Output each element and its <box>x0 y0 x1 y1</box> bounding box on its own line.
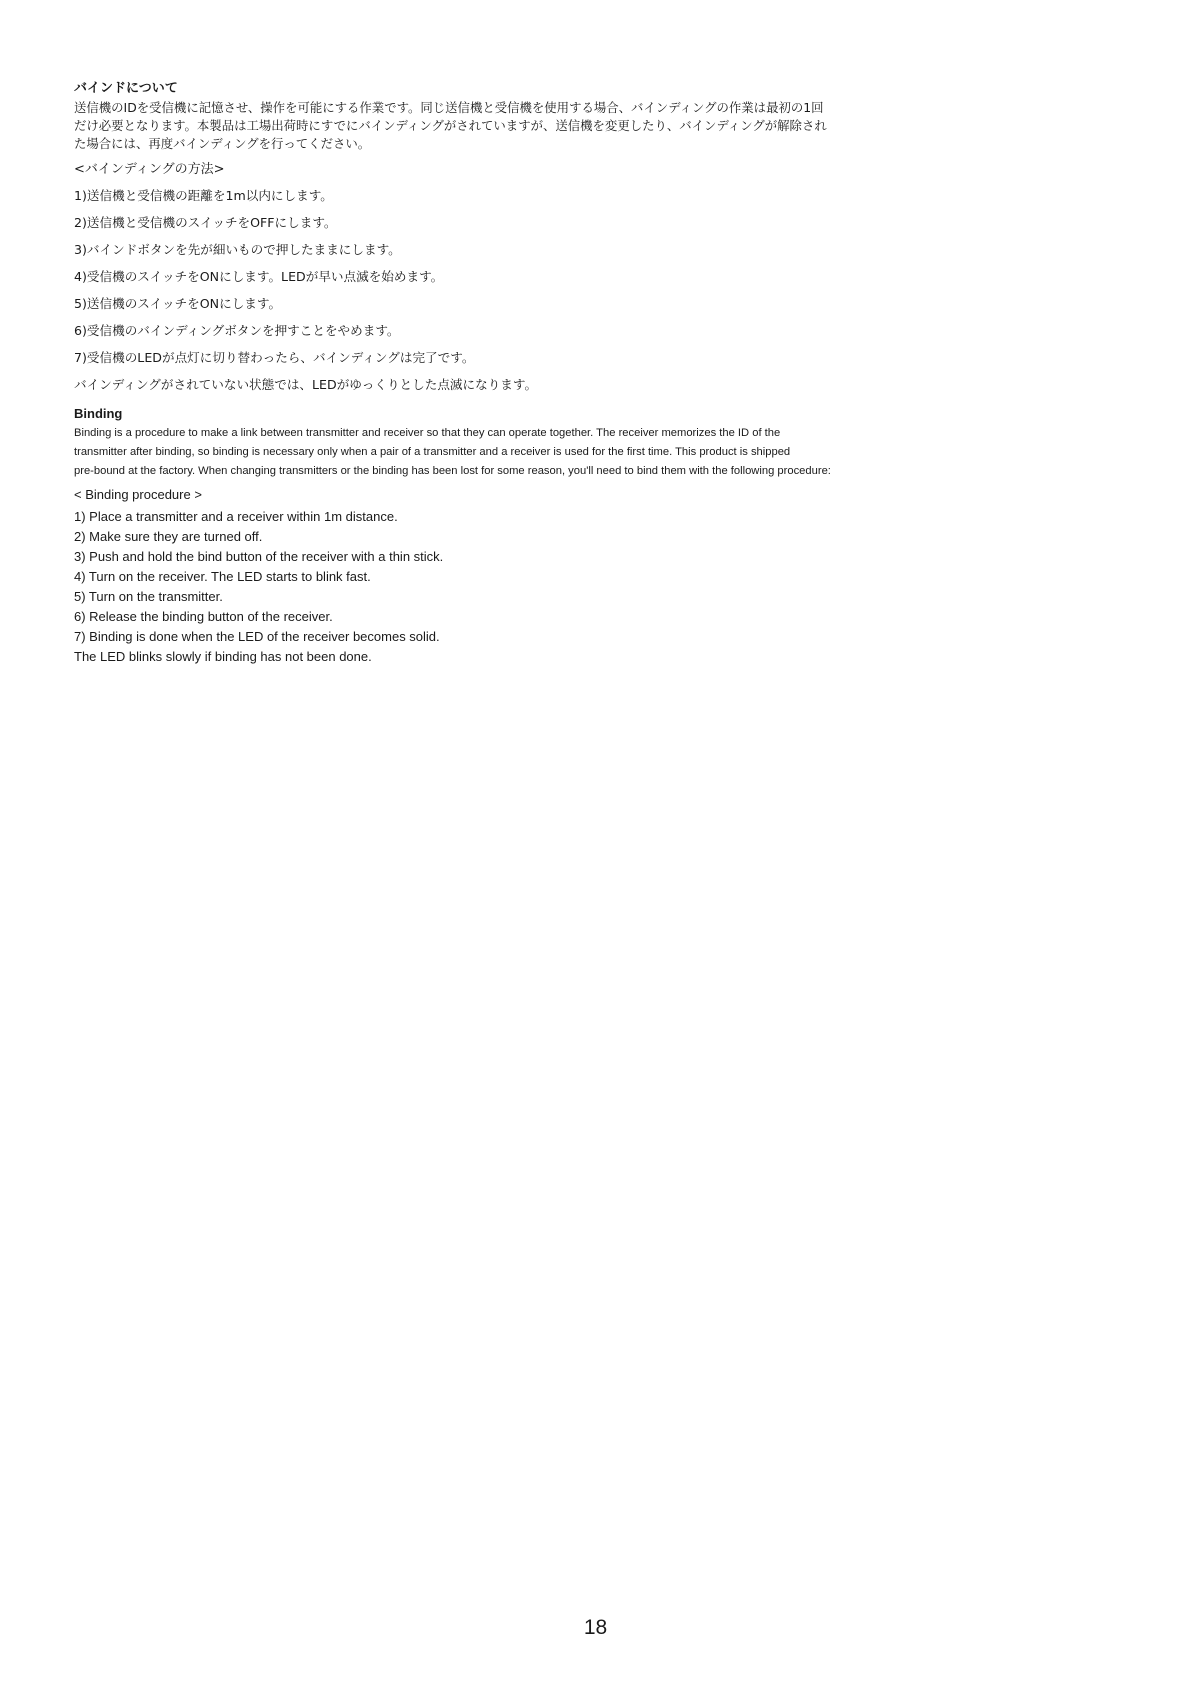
jp-step: 1)送信機と受信機の距離を1m以内にします。 <box>74 188 333 203</box>
en-note: The LED blinks slowly if binding has not been done. <box>74 649 372 664</box>
japanese-binding-section <box>74 80 1134 403</box>
jp-step: 3)バインドボタンを先が細いもので押したままにします。 <box>74 242 401 257</box>
en-paragraph-line: pre-bound at the factory. When changing transmitters or the binding has been lost for some reason, you'll need to bind them with the following procedure: <box>74 465 831 477</box>
jp-step: 6)受信機のバインディングボタンを押すことをやめます。 <box>74 323 400 338</box>
en-paragraph-line: transmitter after binding, so binding is necessary only when a pair of a transmitter and a receiver is used for the first time. This product is shipped <box>74 446 791 458</box>
en-step: 7) Binding is done when the LED of the receiver becomes solid. <box>74 629 440 644</box>
en-intro-paragraph <box>74 424 1134 481</box>
jp-procedure-title: <バインディングの方法> <box>74 162 225 177</box>
jp-step: 7)受信機のLEDが点灯に切り替わったら、バインディングは完了です。 <box>74 350 475 365</box>
en-step: 5) Turn on the transmitter. <box>74 589 223 604</box>
english-binding-section <box>74 405 1134 667</box>
en-step: 4) Turn on the receiver. The LED starts to blink fast. <box>74 569 371 584</box>
jp-step: 2)送信機と受信機のスイッチをOFFにします。 <box>74 215 337 230</box>
jp-paragraph-line: た場合には、再度バインディングを行ってください。 <box>74 136 371 151</box>
en-step: 1) Place a transmitter and a receiver within 1m distance. <box>74 509 398 524</box>
jp-paragraph-line: だけ必要となります。本製品は工場出荷時にすでにバインディングがされていますが、送信機を変更したり、バインディングが解除され <box>74 118 827 133</box>
en-procedure-title: < Binding procedure > <box>74 487 202 502</box>
jp-steps-list <box>74 187 1134 394</box>
en-step: 6) Release the binding button of the receiver. <box>74 609 333 624</box>
jp-heading: バインドについて <box>74 81 178 96</box>
page-number: 18 <box>583 1616 608 1639</box>
en-step: 2) Make sure they are turned off. <box>74 529 263 544</box>
jp-step: 5)送信機のスイッチをONにします。 <box>74 296 282 311</box>
en-heading: Binding <box>74 406 123 421</box>
jp-note: バインディングがされていない状態では、LEDがゆっくりとした点滅になります。 <box>74 377 538 392</box>
jp-intro-paragraph <box>74 99 1134 153</box>
en-paragraph-line: Binding is a procedure to make a link between transmitter and receiver so that they can operate together. The receiver memorizes the ID of the <box>74 427 781 439</box>
jp-step: 4)受信機のスイッチをONにします。LEDが早い点滅を始めます。 <box>74 269 444 284</box>
en-steps-list <box>74 507 1134 667</box>
en-step: 3) Push and hold the bind button of the receiver with a thin stick. <box>74 549 444 564</box>
jp-paragraph-line: 送信機のIDを受信機に記憶させ、操作を可能にする作業です。同じ送信機と受信機を使用する場合、バインディングの作業は最初の1回 <box>74 100 824 115</box>
